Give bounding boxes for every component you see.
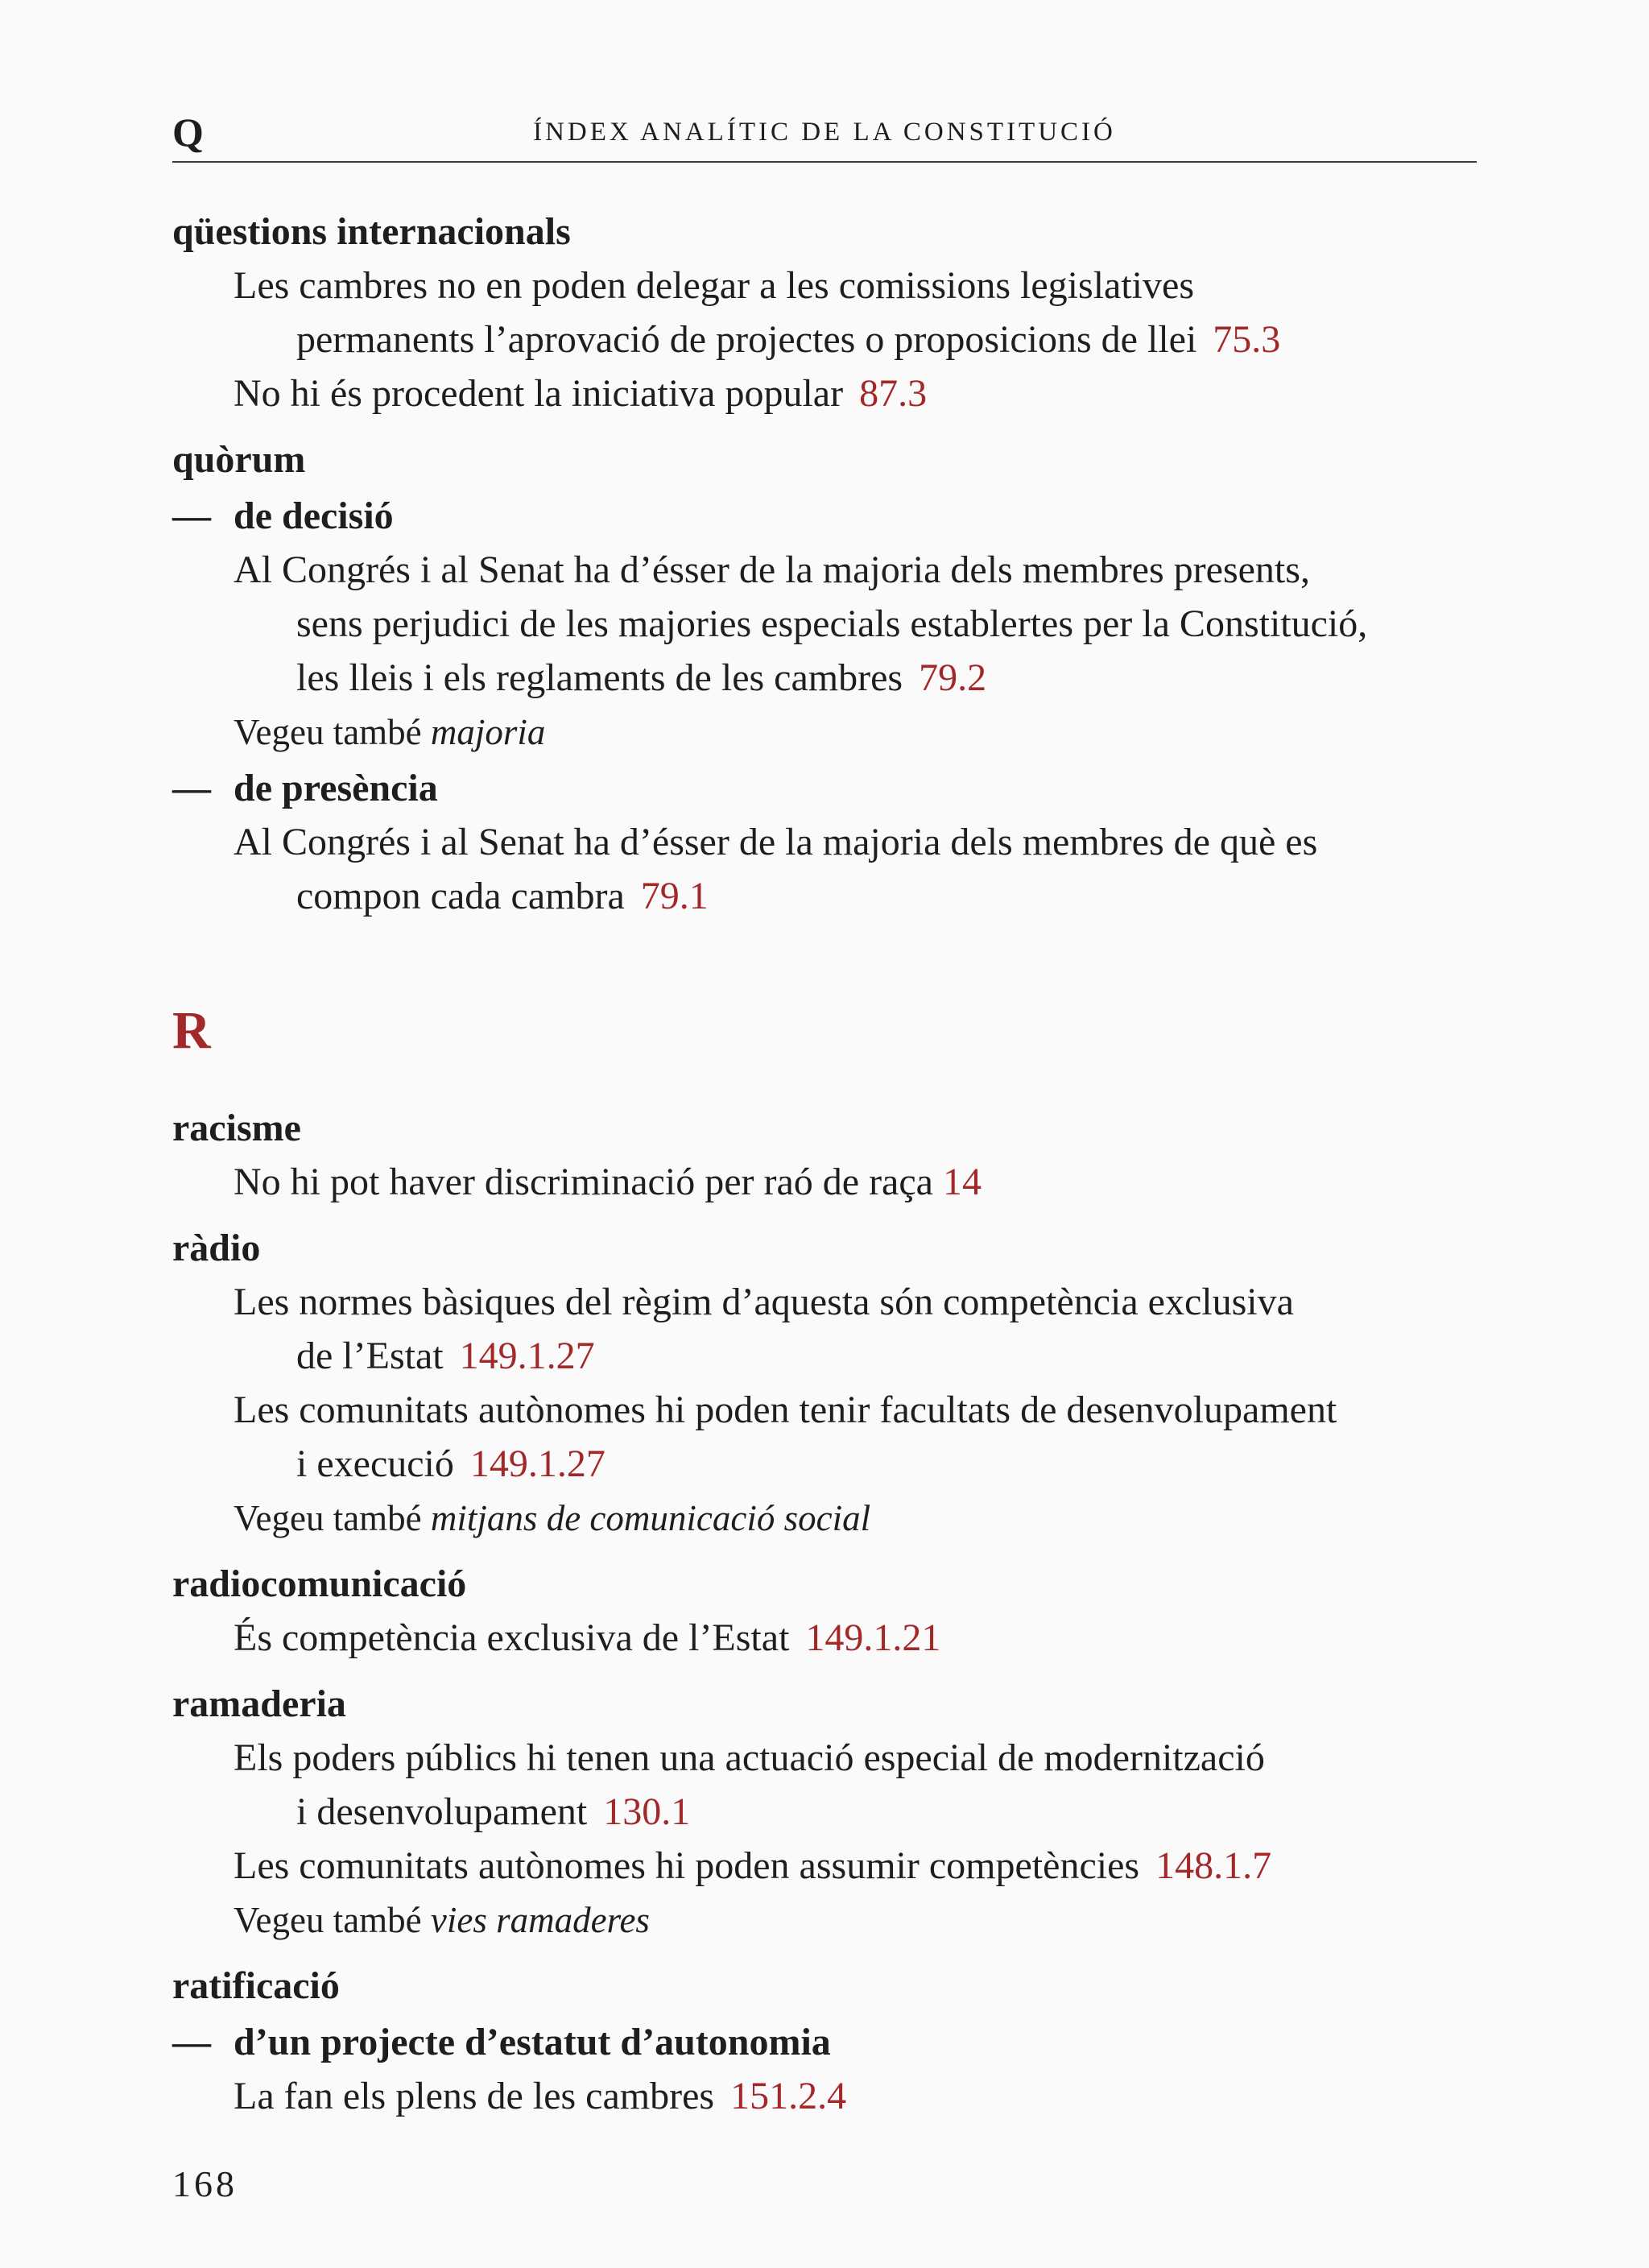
entry-line: Al Congrés i al Senat ha d’ésser de la majoria dels membres de què es (234, 821, 1318, 863)
article-reference: 148.1.7 (1155, 1844, 1272, 1887)
see-also-line: Vegeu també mitjans de comunicació social (234, 1498, 871, 1538)
article-reference: 130.1 (603, 1790, 691, 1833)
see-also-term: mitjans de comunicació social (430, 1498, 871, 1538)
entry-term-questions: qüestions internacionals (172, 210, 571, 253)
entry-line: És competència exclusiva de l’Estat 149.1.21 (234, 1616, 941, 1659)
subentry-term: de decisió (234, 495, 394, 537)
article-reference: 75.3 (1213, 318, 1281, 361)
entry-line: La fan els plens de les cambres 151.2.4 (234, 2075, 847, 2117)
see-also-line: Vegeu també vies ramaderes (234, 1900, 650, 1940)
entry-line: Les cambres no en poden delegar a les comissions legislatives (234, 264, 1194, 307)
entry-line: No hi és procedent la iniciativa popular 87.3 (234, 372, 928, 415)
entry-line: Els poders públics hi tenen una actuació especial de modernització (234, 1736, 1265, 1779)
article-reference: 87.3 (859, 372, 928, 415)
see-also-line: Vegeu també majoria (234, 712, 546, 752)
entry-line: sens perjudici de les majories especials establertes per la Constitució, (296, 602, 1368, 645)
entry-line: Les normes bàsiques del règim d’aquesta són competència exclusiva (234, 1281, 1294, 1323)
running-header (172, 108, 1477, 163)
entry-line: No hi pot haver discriminació per raó de raça 14 (234, 1161, 982, 1203)
see-also-term: majoria (430, 712, 546, 752)
subentry-term: d’un projecte d’estatut d’autonomia (234, 2021, 831, 2063)
article-reference: 149.1.21 (805, 1616, 941, 1659)
header-section-letter: Q (172, 110, 204, 155)
entry-line: Les comunitats autònomes hi poden assumir competències 148.1.7 (234, 1844, 1272, 1887)
article-reference: 79.2 (919, 656, 987, 699)
entry-term-quorum: quòrum (172, 438, 306, 481)
article-reference: 151.2.4 (730, 2075, 847, 2117)
entry-line: i desenvolupament 130.1 (296, 1790, 691, 1833)
entry-line: Les comunitats autònomes hi poden tenir facultats de desenvolupament (234, 1389, 1337, 1431)
entry-term-radio: ràdio (172, 1227, 261, 1269)
subentry-dash: — (172, 767, 211, 809)
entry-line: i execució 149.1.27 (296, 1442, 605, 1485)
section-letter: R (172, 1001, 211, 1060)
entry-line: de l’Estat 149.1.27 (296, 1335, 595, 1377)
article-reference: 149.1.27 (469, 1442, 605, 1485)
entry-term-ratificacio: ratificació (172, 1964, 340, 2007)
see-also-term: vies ramaderes (430, 1900, 650, 1940)
header-title: ÍNDEX ANALÍTIC DE LA CONSTITUCIÓ (533, 118, 1116, 147)
entry-line: les lleis i els reglaments de les cambres 79.2 (296, 656, 987, 699)
article-reference: 79.1 (640, 875, 709, 917)
entry-term-ramaderia: ramaderia (172, 1682, 346, 1725)
entry-line: permanents l’aprovació de projectes o proposicions de llei 75.3 (296, 318, 1281, 361)
subentry-term: de presència (234, 767, 438, 809)
entry-term-racisme: racisme (172, 1107, 301, 1149)
page-number: 168 (172, 2163, 238, 2204)
entry-line: Al Congrés i al Senat ha d’ésser de la majoria dels membres presents, (234, 548, 1310, 591)
entry-line: compon cada cambra 79.1 (296, 875, 709, 917)
entry-term-radiocomunicacio: radiocomunicació (172, 1562, 467, 1605)
subentry-dash: — (172, 495, 211, 537)
article-reference: 149.1.27 (459, 1335, 595, 1377)
subentry-dash: — (172, 2021, 211, 2063)
article-reference: 14 (942, 1161, 982, 1203)
